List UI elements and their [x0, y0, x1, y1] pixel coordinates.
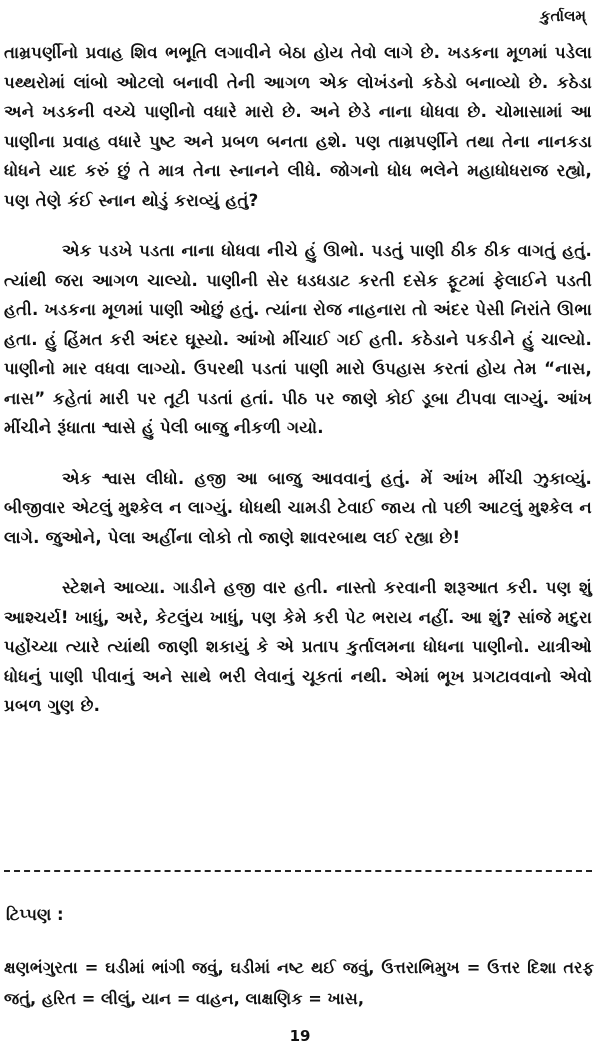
glossary-meaning: ઘડીમાં ભાંગી જવું, ઘડીમાં નષ્ટ થઈ જવું, — [105, 958, 375, 977]
glossary-meaning: લીલું, — [100, 989, 137, 1008]
glossary-meaning: ખાસ, — [327, 989, 365, 1008]
dashed-divider — [4, 870, 592, 872]
glossary-entry — [245, 989, 364, 1008]
running-header: કુર્તાલમ્ — [539, 7, 586, 25]
paragraph-4: સ્ટેશને આવ્યા. ગાડીને હજી વાર હતી. નાસ્તો કરવાની શરૂઆત કરી. પણ શું આશ્ચર્ય! ખાધું, અરે, કેટલુંય ખાધું, પણ કેમે કરી પેટ ભરાય નહીં. આ શું? સાંજે મદુરા પહોંચ્યા ત્યારે ત્યાંથી જાણી શકાયું કે એ પ્રતાપ કુર્તાલમના ધોધના પાણીનો. યાત્રીઓ ધોધનું પાણી પીવાનું અને સાથે ભરી લેવાનું ચૂકતાં નથી. એમાં ભૂખ પ્રગટાવવાનો એવો પ્રબળ ગુણ છે. — [4, 578, 592, 715]
glossary-separator: = — [466, 958, 481, 977]
glossary-term: લાક્ષણિક — [245, 989, 303, 1008]
glossary-term: ક્ષણભંગુરતા — [4, 958, 78, 977]
body-text — [4, 38, 592, 742]
paragraph-1: તામ્રપર્ણીનો પ્રવાહ શિવ ભભૂતિ લગાવીને બેઠા હોય તેવો લાગે છે. ખડકના મૂળમાં પડેલા પથ્થરોમાં લાંબો ઓટલો બનાવી તેની આગળ એક લોખંડનો કઠેડો બનાવ્યો છે. કઠેડા અને ખડકની વચ્ચે પાણીનો વધારે મારો છે. અને છેડે નાના ધોધવા છે. ચોમાસામાં આ પાણીના પ્રવાહ વધારે પુષ્ટ અને પ્રબળ બનતા હશે. પણ તામ્રપર્ણીને તથા તેના નાનકડા ધોધને યાદ કરું છું તે માત્ર તેના સ્નાનને લીધે. જોગનો ધોધ ભલેને મહાધોધરાજ રહ્યો, પણ તેણે કંઈ સ્નાન થોડું કરાવ્યું હતું? — [4, 43, 592, 210]
paragraph-3: એક શ્વાસ લીધો. હજી આ બાજુ આવવાનું હતું. મેં આંખ મીંચી ઝુકાવ્યું. બીજીવાર એટલું મુશ્કેલ ન લાગ્યું. ધોધથી ચામડી ટેવાઈ જાય તો પછી આટલું મુશ્કેલ ન લાગે. જુઓને, પેલા અહીંના લોકો તો જાણે શાવરબાથ લઈ રહ્યા છે! — [4, 468, 592, 547]
glossary-entry — [4, 958, 374, 977]
paragraph-2: એક પડખે પડતા નાના ધોધવા નીચે હું ઊભો. પડતું પાણી ઠીક ઠીક વાગતું હતું. ત્યાંથી જરા આગળ ચાલ્યો. પાણીની સેર ધડધડાટ કરતી દસેક ફૂટમાં ફેલાઈને પડતી હતી. ખડકના મૂળમાં પાણી ઓછું હતું. ત્યાંના રોજ નાહનારા તો અંદર પેસી નિરાંતે ઊભા હતા. હું હિંમત કરી અંદર ઘૂસ્યો. આંખો મીંચાઈ ગઈ હતી. કઠેડાને પકડીને હું ચાલ્યો. પાણીનો માર વધવા લાગ્યો. ઉપરથી પડતાં પાણી મારો ઉપહાસ કરતાં હોય તેમ “નાસ, નાસ” કહેતાં મારી પર તૂટી પડતાં હતાં. પીઠ પર જાણે કોઈ ડૂબા ટીપવા લાગ્યું. આંખ મીંચીને રૂંધાતા શ્વાસે હું પેલી બાજુ નીકળી ગયો. — [4, 241, 592, 437]
page-number: 19 — [289, 1027, 311, 1045]
glossary-meaning: ઉત્તર દિશા તરફ જતું, — [4, 958, 595, 1008]
glossary-entry — [142, 989, 240, 1008]
glossary-term: યાન — [141, 989, 172, 1008]
notes-heading: ટિપ્પણ : — [6, 905, 64, 924]
glossary — [4, 952, 594, 1014]
glossary-term: હરિત — [41, 989, 77, 1008]
glossary-meaning: વાહન, — [196, 989, 240, 1008]
glossary-term: ઉત્તરાભિમુખ — [381, 958, 460, 977]
glossary-separator: = — [308, 989, 322, 1008]
glossary-entry — [42, 989, 136, 1008]
glossary-separator: = — [176, 989, 191, 1008]
glossary-separator: = — [81, 989, 96, 1008]
glossary-separator: = — [84, 958, 99, 977]
